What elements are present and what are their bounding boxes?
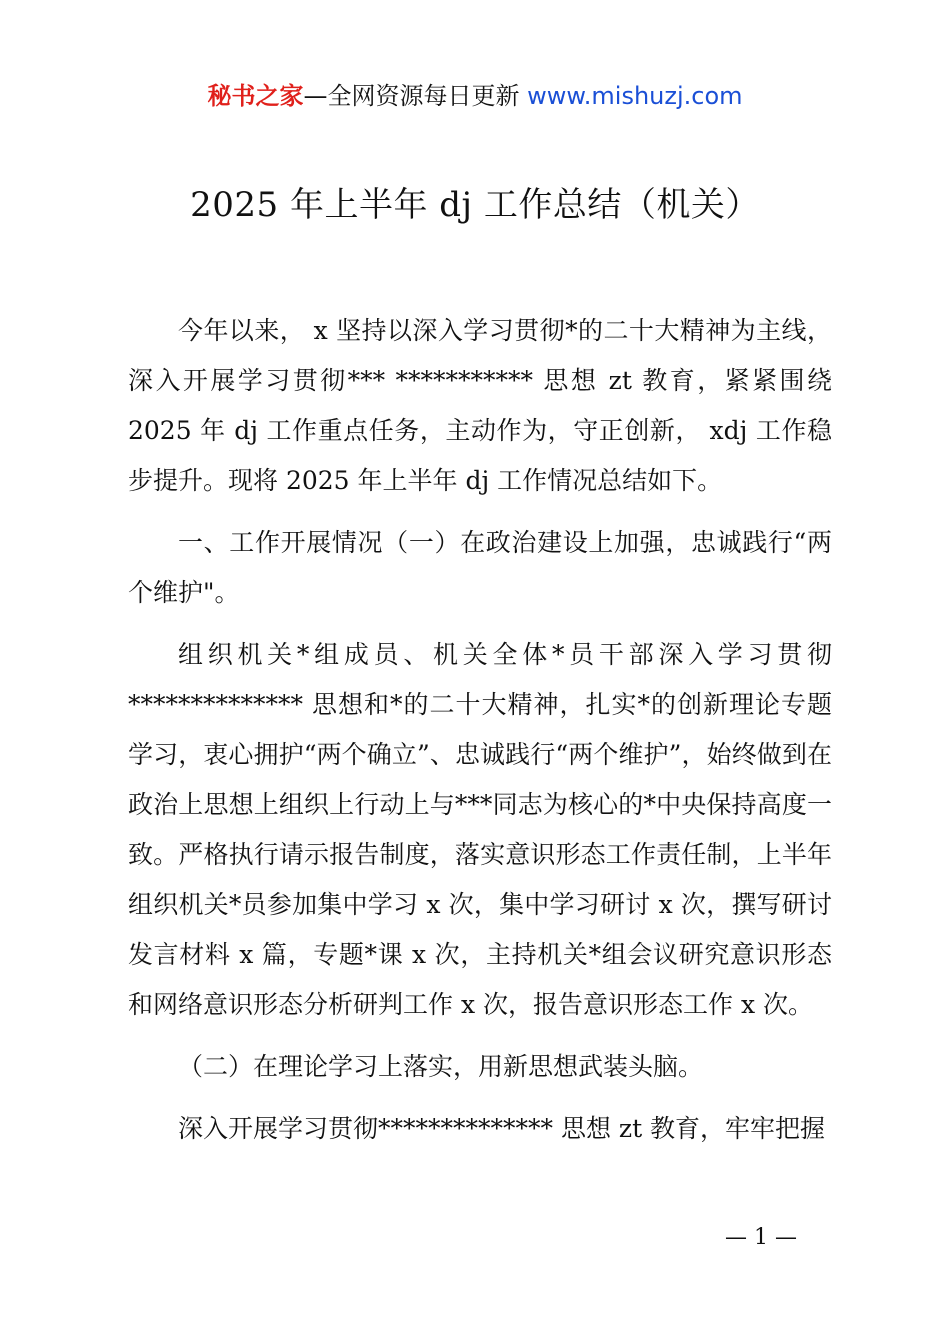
document-body	[128, 306, 832, 1166]
paragraph-intro: 今年以来， x 坚持以深入学习贯彻*的二十大精神为主线，深入开展学习贯彻*** *********** 思想 zt 教育，紧紧围绕 2025 年 dj 工作重点任务，主动作为，守正创新， xdj 工作稳步提升。现将 2025 年上半年 dj 工作情况总结如下。	[128, 316, 832, 495]
banner-slogan: —全网资源每日更新	[303, 82, 528, 110]
paragraph-theory-study: 深入开展学习贯彻************** 思想 zt 教育，牢牢把握	[178, 1114, 826, 1143]
site-banner	[0, 80, 950, 112]
paragraph-heading-2: （二）在理论学习上落实，用新思想武装头脑。	[178, 1052, 704, 1081]
brand-name: 秘书之家	[207, 82, 304, 110]
document-title: 2025 年上半年 dj 工作总结（机关）	[190, 185, 760, 225]
paragraph-heading-1: 一、工作开展情况（一）在政治建设上加强，忠诚践行“两个维护"。	[128, 528, 832, 607]
site-url-link[interactable]: www.mishuzj.com	[527, 82, 743, 110]
page-number: — 1 —	[725, 1225, 797, 1250]
paragraph-political-building: 组织机关*组成员、机关全体*员干部深入学习贯彻************** 思想和*的二十大精神，扎实*的创新理论专题学习，衷心拥护“两个确立”、忠诚践行“两个维护”，始终做到在政治上思想上组织上行动上与***同志为核心的*中央保持高度一致。严格执行请示报告制度，落实意识形态工作责任制，上半年组织机关*员参加集中学习 x 次，集中学习研讨 x 次，撰写研讨发言材料 x 篇，专题*课 x 次，主持机关*组会议研究意识形态和网络意识形态分析研判工作 x 次，报告意识形态工作 x 次。	[128, 640, 832, 1019]
